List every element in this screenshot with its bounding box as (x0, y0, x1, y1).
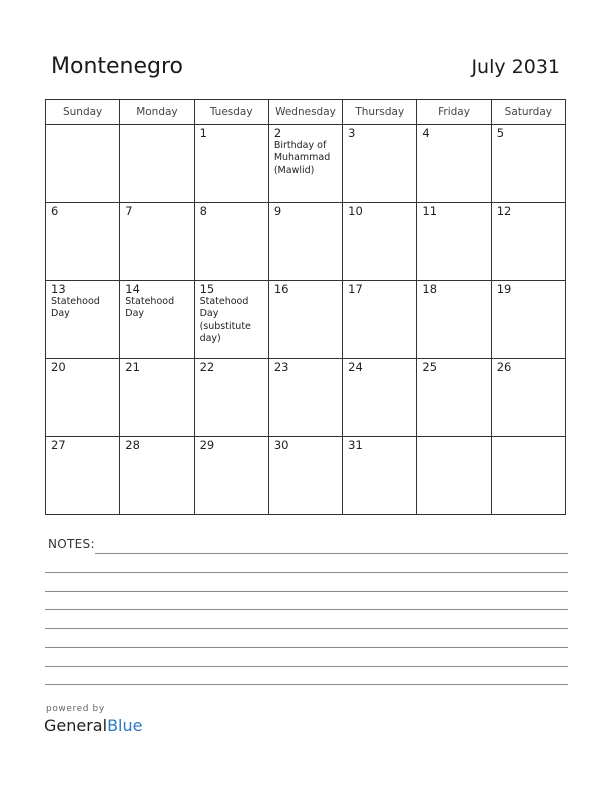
day-cell (491, 203, 565, 281)
holiday-label: Statehood Day (substitute day) (199, 296, 251, 344)
week-row (46, 203, 566, 281)
day-number: 17 (348, 282, 363, 296)
day-number: 16 (273, 282, 289, 296)
day-cell (417, 125, 491, 203)
day-number: 30 (273, 438, 289, 452)
day-cell (46, 281, 120, 359)
powered-by-text: powered by (46, 704, 105, 714)
day-cell (46, 203, 120, 281)
day-number (492, 437, 565, 439)
brand-logo (44, 716, 142, 735)
day-cell (46, 359, 120, 437)
day-cell (268, 125, 342, 203)
holiday-label: Birthday of Muhammad (Mawlid) (273, 140, 331, 176)
day-cell (194, 437, 268, 515)
weekday-header-row (46, 100, 566, 125)
day-number: 29 (199, 438, 215, 452)
notes-line (45, 572, 568, 573)
day-cell (120, 359, 194, 437)
day-cell (417, 203, 491, 281)
day-number: 10 (348, 204, 363, 218)
day-number: 7 (125, 204, 133, 218)
weekday-header: Thursday (343, 100, 417, 125)
day-number: 23 (273, 360, 289, 374)
weekday-header: Wednesday (268, 100, 342, 125)
day-number: 27 (51, 438, 66, 452)
day-cell (417, 359, 491, 437)
week-row (46, 437, 566, 515)
day-cell (120, 125, 194, 203)
notes-line (45, 647, 568, 648)
day-number (46, 125, 119, 127)
day-cell (194, 125, 268, 203)
day-number: 4 (422, 126, 430, 140)
day-cell (417, 281, 491, 359)
day-number: 20 (51, 360, 66, 374)
day-number: 13 (51, 282, 66, 296)
day-number: 15 (199, 282, 215, 296)
day-number: 14 (125, 282, 140, 296)
day-number: 5 (496, 126, 505, 140)
day-cell (46, 437, 120, 515)
day-cell (417, 437, 491, 515)
holiday-label: Statehood Day (125, 296, 175, 320)
holiday-label: Statehood Day (51, 296, 100, 320)
day-cell (268, 437, 342, 515)
brand-blue: Blue (107, 716, 143, 735)
day-number: 11 (422, 204, 438, 218)
day-number (417, 437, 490, 439)
notes-line (45, 684, 568, 685)
day-number: 28 (125, 438, 140, 452)
day-number: 1 (199, 126, 207, 140)
notes-label: NOTES: (48, 537, 95, 551)
day-cell (343, 437, 417, 515)
notes-line (45, 591, 568, 592)
day-cell (343, 281, 417, 359)
day-cell (194, 359, 268, 437)
country-title: Montenegro (51, 54, 184, 79)
calendar-grid (45, 99, 566, 515)
day-number: 12 (496, 204, 512, 218)
day-cell (343, 359, 417, 437)
day-number: 25 (422, 360, 438, 374)
day-number: 26 (496, 360, 512, 374)
week-row (46, 281, 566, 359)
day-cell (343, 203, 417, 281)
day-number: 19 (496, 282, 512, 296)
notes-line (45, 609, 568, 610)
day-cell (120, 203, 194, 281)
day-number: 2 (273, 126, 282, 140)
weekday-header: Monday (120, 100, 194, 125)
weekday-header: Saturday (491, 100, 565, 125)
week-row (46, 359, 566, 437)
day-number: 3 (348, 126, 356, 140)
notes-line (45, 666, 568, 667)
day-cell (194, 281, 268, 359)
weekday-header: Sunday (46, 100, 120, 125)
notes-line (95, 553, 568, 554)
day-cell (268, 359, 342, 437)
day-cell (491, 437, 565, 515)
day-cell (120, 281, 194, 359)
day-number: 18 (422, 282, 438, 296)
day-cell (120, 437, 194, 515)
day-number: 21 (125, 360, 140, 374)
week-row (46, 125, 566, 203)
day-cell (268, 203, 342, 281)
day-cell (194, 203, 268, 281)
notes-line (45, 628, 568, 629)
day-cell (491, 125, 565, 203)
day-number: 6 (51, 204, 59, 218)
day-cell (343, 125, 417, 203)
day-number: 8 (199, 204, 207, 218)
month-year-title: July 2031 (471, 56, 560, 78)
day-cell (491, 359, 565, 437)
day-cell (268, 281, 342, 359)
day-number: 31 (348, 438, 363, 452)
day-number: 24 (348, 360, 363, 374)
day-number: 22 (199, 360, 215, 374)
brand-general: General (44, 716, 108, 735)
day-number: 9 (273, 204, 282, 218)
day-cell (491, 281, 565, 359)
weekday-header: Friday (417, 100, 491, 125)
day-number (120, 125, 193, 127)
day-cell (46, 125, 120, 203)
weekday-header: Tuesday (194, 100, 268, 125)
